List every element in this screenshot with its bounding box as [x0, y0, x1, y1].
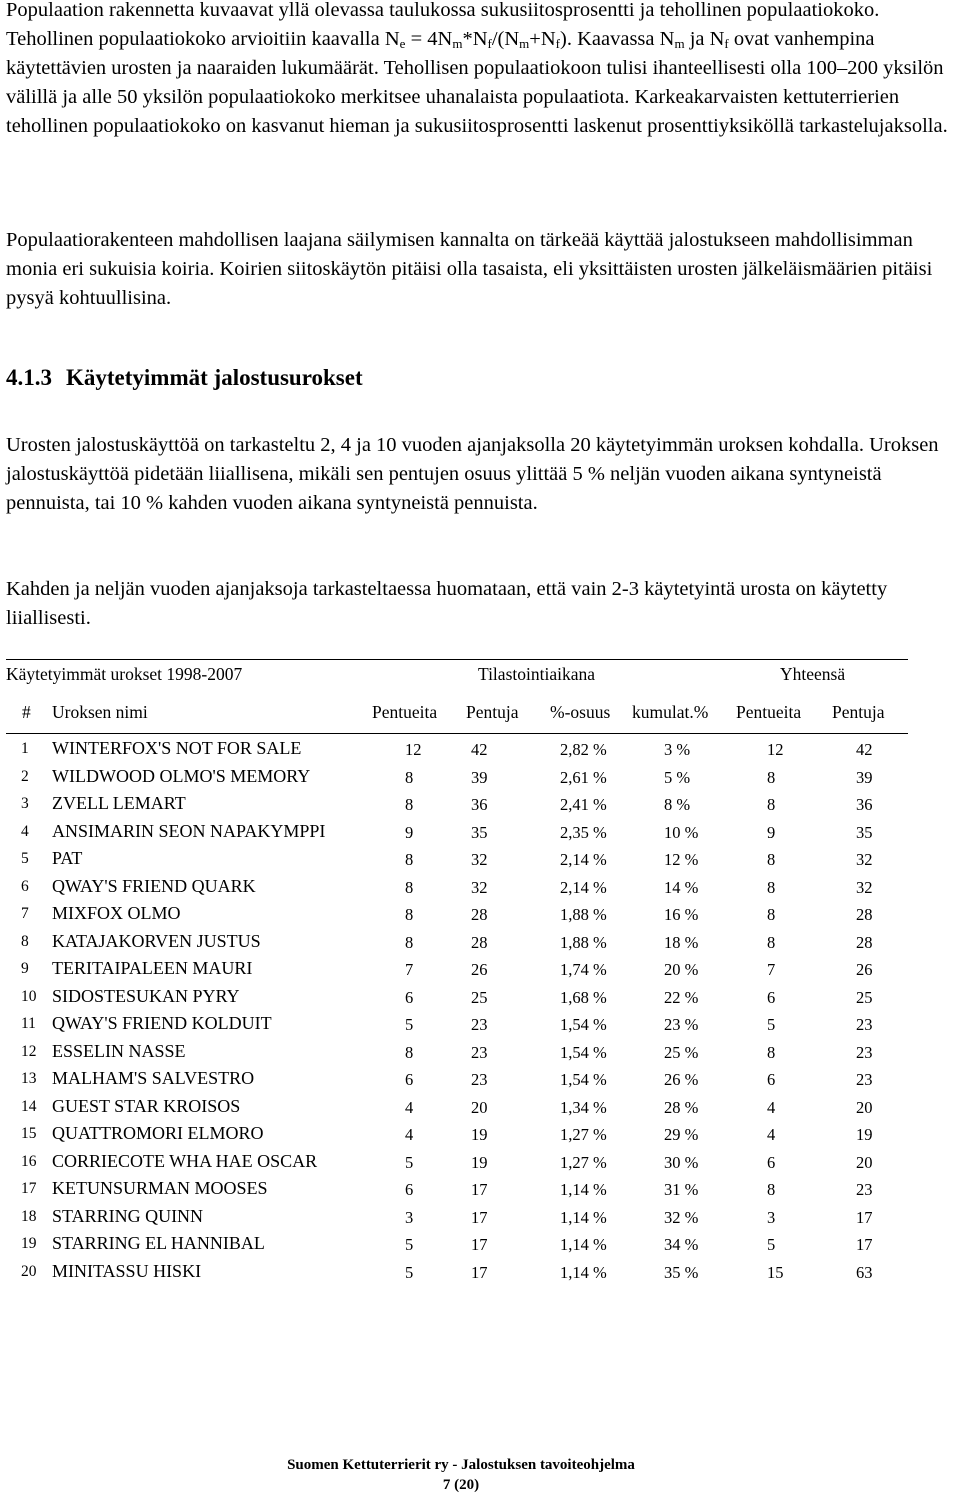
- puppies: 25: [471, 987, 488, 1007]
- sire-name: ESSELIN NASSE: [52, 1040, 186, 1061]
- total-puppies: 39: [856, 767, 873, 787]
- puppies: 17: [471, 1262, 488, 1282]
- puppies: 28: [471, 905, 488, 924]
- row-number: 19: [21, 1235, 37, 1252]
- total-litters: 4: [767, 1125, 776, 1144]
- total-puppies: 17: [856, 1235, 873, 1254]
- litters: 6: [405, 1180, 414, 1199]
- row-number: 12: [21, 1042, 37, 1060]
- total-litters: 8: [767, 795, 776, 814]
- litters: 8: [405, 905, 414, 924]
- puppies: 28: [471, 932, 488, 952]
- total-litters: 8: [767, 932, 776, 952]
- row-number: 10: [21, 987, 37, 1005]
- total-puppies: 20: [856, 1097, 873, 1117]
- cumulative-percent: 30 %: [664, 1152, 699, 1172]
- puppies: 32: [471, 877, 488, 897]
- puppies: 20: [471, 1097, 488, 1117]
- total-puppies: 28: [856, 932, 873, 952]
- section-paragraph-1: Urosten jalostuskäyttöä on tarkasteltu 2, 4 ja 10 vuoden ajanjaksolla 20 käytetyimmän uroksen kohdalla. Uroksen jalostuskäyttöä pidetään liiallisena, mikäli sen pentujen osuus ylittää 5 % neljän vuoden aikana syntyneistä pennuista, tai 10 % kahden vuoden aikana syntyneistä pennuista.: [6, 434, 939, 514]
- total-litters: 7: [767, 960, 776, 979]
- col-header-name: Uroksen nimi: [52, 702, 148, 722]
- row-number: 6: [21, 877, 29, 895]
- litters: 5: [405, 1015, 414, 1034]
- cumulative-percent: 16 %: [664, 905, 699, 924]
- row-number: 7: [21, 905, 29, 922]
- share-percent: 1,88 %: [560, 905, 607, 924]
- page-number: 7 (20): [442, 1477, 480, 1493]
- cumulative-percent: 29 %: [664, 1125, 699, 1144]
- sire-name: KETUNSURMAN MOOSES: [52, 1178, 268, 1198]
- total-litters: 8: [767, 850, 776, 869]
- row-number: 16: [21, 1152, 37, 1170]
- sire-name: QWAY'S FRIEND KOLDUIT: [52, 1013, 272, 1033]
- total-puppies: 42: [856, 740, 873, 759]
- litters: 6: [405, 1070, 414, 1089]
- row-number: 14: [21, 1097, 37, 1115]
- puppies: 36: [471, 795, 488, 814]
- cumulative-percent: 32 %: [664, 1207, 699, 1227]
- sire-name: ZVELL LEMART: [52, 793, 186, 813]
- litters: 4: [405, 1125, 414, 1144]
- share-percent: 1,34 %: [560, 1097, 607, 1117]
- litters: 8: [405, 932, 414, 952]
- litters: 8: [405, 767, 414, 787]
- cumulative-percent: 20 %: [664, 960, 699, 979]
- share-percent: 2,82 %: [560, 740, 607, 759]
- row-number: 17: [21, 1180, 37, 1197]
- litters: 5: [405, 1262, 414, 1282]
- sire-name: SIDOSTESUKAN PYRY: [52, 985, 240, 1006]
- total-puppies: 35: [856, 822, 873, 842]
- group-header-total: Yhteensä: [780, 664, 846, 684]
- col-header-total-litters: Pentueita: [736, 702, 802, 722]
- total-litters: 15: [767, 1262, 784, 1282]
- total-puppies: 32: [856, 877, 873, 897]
- litters: 5: [405, 1152, 414, 1172]
- cumulative-percent: 25 %: [664, 1042, 699, 1062]
- sire-name: QUATTROMORI ELMORO: [52, 1123, 264, 1143]
- litters: 8: [405, 1042, 414, 1062]
- row-number: 20: [21, 1262, 37, 1280]
- row-number: 9: [21, 960, 29, 977]
- total-litters: 3: [767, 1207, 776, 1227]
- section-heading: [6, 365, 363, 391]
- share-percent: 1,14 %: [560, 1207, 607, 1227]
- total-puppies: 28: [856, 905, 873, 924]
- share-percent: 1,27 %: [560, 1125, 607, 1144]
- puppies: 23: [471, 1015, 488, 1034]
- col-header-litters: Pentueita: [372, 702, 438, 722]
- sire-name: PAT: [52, 848, 83, 868]
- total-puppies: 25: [856, 987, 873, 1007]
- sire-name: TERITAIPALEEN MAURI: [52, 958, 253, 978]
- total-litters: 6: [767, 1070, 776, 1089]
- total-litters: 8: [767, 905, 776, 924]
- cumulative-percent: 18 %: [664, 932, 699, 952]
- share-percent: 1,74 %: [560, 960, 607, 979]
- puppies: 39: [471, 767, 488, 787]
- sire-name: MIXFOX OLMO: [52, 903, 181, 923]
- sire-name: STARRING EL HANNIBAL: [52, 1233, 265, 1253]
- litters: 4: [405, 1097, 414, 1117]
- row-number: 15: [21, 1125, 37, 1142]
- total-puppies: 32: [856, 850, 873, 869]
- puppies: 32: [471, 850, 488, 869]
- cumulative-percent: 22 %: [664, 987, 699, 1007]
- sire-name: WINTERFOX'S NOT FOR SALE: [52, 738, 302, 758]
- total-litters: 8: [767, 1042, 776, 1062]
- puppies: 17: [471, 1207, 488, 1227]
- litters: 3: [405, 1207, 414, 1227]
- row-number: 8: [21, 932, 29, 950]
- share-percent: 2,35 %: [560, 822, 607, 842]
- table-top-rule: [6, 659, 908, 660]
- total-puppies: 20: [856, 1152, 873, 1172]
- litters: 8: [405, 795, 414, 814]
- puppies: 19: [471, 1152, 488, 1172]
- puppies: 17: [471, 1235, 488, 1254]
- cumulative-percent: 34 %: [664, 1235, 699, 1254]
- sire-name: CORRIECOTE WHA HAE OSCAR: [52, 1150, 318, 1171]
- share-percent: 1,14 %: [560, 1235, 607, 1254]
- share-percent: 1,54 %: [560, 1042, 607, 1062]
- puppies: 35: [471, 822, 488, 842]
- row-number: 18: [21, 1207, 37, 1225]
- sire-name: ANSIMARIN SEON NAPAKYMPPI: [52, 820, 326, 841]
- total-litters: 8: [767, 877, 776, 897]
- total-puppies: 17: [856, 1207, 873, 1227]
- puppies: 23: [471, 1042, 488, 1062]
- group-header-period: Tilastointiaikana: [478, 664, 595, 684]
- puppies: 19: [471, 1125, 488, 1144]
- total-litters: 9: [767, 822, 776, 842]
- footer-title: Suomen Kettuterrierit ry - Jalostuksen tavoiteohjelma: [287, 1457, 635, 1473]
- cumulative-percent: 28 %: [664, 1097, 699, 1117]
- cumulative-percent: 23 %: [664, 1015, 699, 1034]
- share-percent: 2,61 %: [560, 767, 607, 787]
- row-number: 1: [21, 740, 29, 757]
- cumulative-percent: 31 %: [664, 1180, 699, 1199]
- intro-paragraph-1: Populaation rakennetta kuvaavat yllä olevassa taulukossa sukusiitosprosentti ja tehollinen populaatiokoko. Tehollinen populaatiokoko arvioitiin kaavalla $N_e = 4N_m*N_f/(N_m+N_f)$. Kaavassa $N_m$ ja $N_f$ ovat vanhempina käytettävien urosten ja naaraiden lukumäärät. Tehollisen populaatiokoon tulisi ihanteellisesti olla 100–200 yksilön välillä ja alle 50 yksilön populaatiokoko merkitsee uhanalaista populaatiota. Karkeakarvaisten kettuterrierien tehollinen populaatiokoko on kasvanut hieman ja sukusiitosprosentti laskenut prosenttiyksiköllä tarkastelujaksolla.: [6, 0, 948, 137]
- total-litters: 8: [767, 767, 776, 787]
- sire-name: WILDWOOD OLMO'S MEMORY: [52, 765, 311, 786]
- sire-name: MINITASSU HISKI: [52, 1260, 202, 1281]
- cumulative-percent: 14 %: [664, 877, 699, 897]
- total-litters: 6: [767, 987, 776, 1007]
- cumulative-percent: 5 %: [664, 767, 691, 787]
- total-puppies: 26: [856, 960, 873, 979]
- puppies: 26: [471, 960, 488, 979]
- total-puppies: 23: [856, 1042, 873, 1062]
- puppies: 17: [471, 1180, 488, 1199]
- row-number: 3: [21, 795, 29, 812]
- total-litters: 5: [767, 1015, 776, 1034]
- cumulative-percent: 10 %: [664, 822, 699, 842]
- cumulative-percent: 12 %: [664, 850, 699, 869]
- sire-name: GUEST STAR KROISOS: [52, 1095, 241, 1116]
- share-percent: 2,41 %: [560, 795, 607, 814]
- litters: 7: [405, 960, 414, 979]
- total-puppies: 19: [856, 1125, 873, 1144]
- col-header-puppies: Pentuja: [466, 702, 519, 722]
- section-number: 4.1.3: [6, 365, 52, 390]
- share-percent: 1,27 %: [560, 1152, 607, 1172]
- table-header-rule: [6, 733, 908, 734]
- col-header-cumulative: kumulat.%: [632, 702, 709, 722]
- total-puppies: 36: [856, 795, 873, 814]
- table-caption: Käytetyimmät urokset 1998-2007: [6, 664, 243, 684]
- share-percent: 2,14 %: [560, 850, 607, 869]
- litters: 5: [405, 1235, 414, 1254]
- sire-name: STARRING QUINN: [52, 1205, 204, 1226]
- share-percent: 2,14 %: [560, 877, 607, 897]
- litters: 6: [405, 987, 414, 1007]
- share-percent: 1,54 %: [560, 1070, 607, 1089]
- cumulative-percent: 3 %: [664, 740, 691, 759]
- section-paragraph-2: Kahden ja neljän vuoden ajanjaksoja tarkasteltaessa huomataan, että vain 2-3 käytetyintä urosta on käytetty liiallisesti.: [6, 578, 888, 629]
- total-litters: 12: [767, 740, 784, 759]
- litters: 12: [405, 740, 422, 759]
- total-litters: 8: [767, 1180, 776, 1199]
- share-percent: 1,68 %: [560, 987, 607, 1007]
- total-puppies: 23: [856, 1180, 873, 1199]
- row-number: 13: [21, 1070, 37, 1087]
- total-litters: 4: [767, 1097, 776, 1117]
- puppies: 42: [471, 740, 488, 759]
- section-title: Käytetyimmät jalostusurokset: [66, 365, 363, 390]
- col-header-share: %-osuus: [550, 702, 611, 722]
- row-number: 2: [21, 767, 29, 785]
- row-number: 4: [21, 822, 29, 840]
- cumulative-percent: 35 %: [664, 1262, 699, 1282]
- row-number: 5: [21, 850, 29, 867]
- share-percent: 1,14 %: [560, 1180, 607, 1199]
- sire-name: KATAJAKORVEN JUSTUS: [52, 930, 261, 951]
- total-litters: 6: [767, 1152, 776, 1172]
- share-percent: 1,14 %: [560, 1262, 607, 1282]
- litters: 8: [405, 850, 414, 869]
- cumulative-percent: 8 %: [664, 795, 691, 814]
- sire-name: MALHAM'S SALVESTRO: [52, 1068, 255, 1088]
- total-puppies: 23: [856, 1015, 873, 1034]
- sire-name: QWAY'S FRIEND QUARK: [52, 875, 256, 896]
- row-number: 11: [21, 1015, 36, 1032]
- share-percent: 1,54 %: [560, 1015, 607, 1034]
- litters: 8: [405, 877, 414, 897]
- cumulative-percent: 26 %: [664, 1070, 699, 1089]
- litters: 9: [405, 822, 414, 842]
- col-header-total-puppies: Pentuja: [832, 702, 885, 722]
- col-header-number: #: [22, 702, 31, 722]
- share-percent: 1,88 %: [560, 932, 607, 952]
- total-litters: 5: [767, 1235, 776, 1254]
- intro-paragraph-2: Populaatiorakenteen mahdollisen laajana säilymisen kannalta on tärkeää käyttää jalostukseen mahdollisimman monia eri sukuisia koiria. Koirien siitoskäytön pitäisi olla tasaista, eli yksittäisten urosten jälkeläismäärien pitäisi pysyä kohtuullisina.: [6, 229, 933, 309]
- total-puppies: 63: [856, 1262, 873, 1282]
- total-puppies: 23: [856, 1070, 873, 1089]
- puppies: 23: [471, 1070, 488, 1089]
